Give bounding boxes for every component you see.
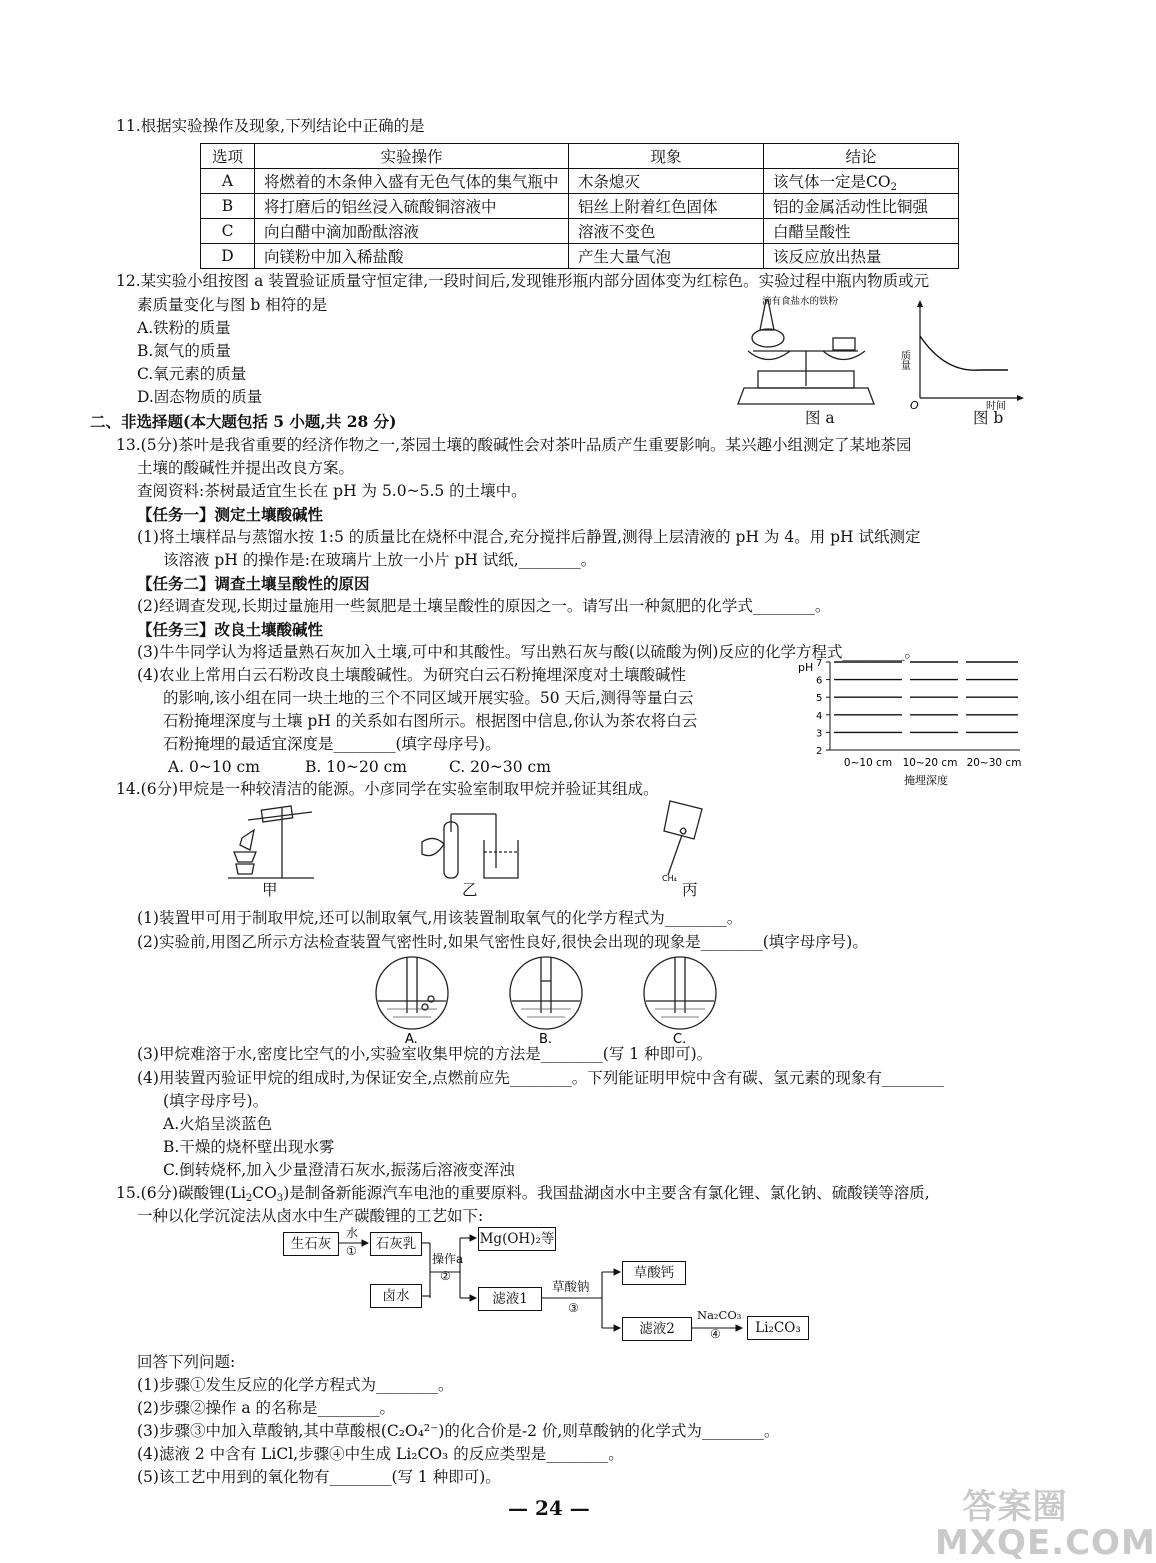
q13-task2: 【任务二】调查土壤呈酸性的原因 [137, 574, 370, 593]
q13-p4b: 的影响,该小组在同一块土地的三个不同区域开展实验。50 天后,测得等量白云 [163, 689, 694, 707]
q14-p4a: (4)用装置丙验证甲烷的组成时,为保证安全,点燃前应先________。下列能证明甲烷中含有碳、氢元素的现象有________ [137, 1069, 944, 1087]
balance-figure [738, 296, 888, 426]
beaker-label-b: B. [539, 1032, 553, 1047]
table-cell: 白醋呈酸性 [764, 219, 959, 244]
q13-opt-a: A. 0~10 cm [168, 758, 260, 776]
fig-b-xlabel: 时间 [986, 401, 1006, 412]
q13-opt-c: C. 20~30 cm [449, 758, 551, 776]
chart-y-tick: 3 [816, 728, 823, 740]
watermark: 答案圈 MXQE.COM [935, 1487, 1156, 1563]
table-cell: 产生大量气泡 [569, 244, 764, 269]
fig-b-ylabel: 质量 [898, 350, 910, 370]
beaker-options [375, 955, 705, 1050]
q13-p2: (2)经调查发现,长期过量施用一些氮肥是土壤呈酸性的原因之一。请写出一种氮肥的化学式________。 [137, 597, 831, 615]
page-number: — 24 — [508, 1496, 590, 1520]
chart-x-tick: 0~10 cm [843, 757, 893, 769]
section-title: 二、非选择题(本大题包括 5 小题,共 28 分) [90, 412, 397, 431]
q15-l1b: CO [252, 1184, 277, 1202]
q15-p5: (5)该工艺中用到的氧化物有________(写 1 种即可)。 [137, 1468, 501, 1486]
q14-opt-a: A.火焰呈淡蓝色 [163, 1115, 273, 1133]
flow-step2: ② [440, 1269, 451, 1283]
q11-stem: 11.根据实验操作及现象,下列结论中正确的是 [116, 117, 425, 135]
apparatus-jia [222, 800, 322, 882]
cell-text: 该气体一定是CO [773, 172, 891, 191]
table-row [201, 244, 959, 269]
ch4-label: CH₄ [662, 874, 677, 883]
fig-a-note: 滴有食盐水的铁粉 [762, 296, 839, 307]
beaker-label-c: C. [673, 1032, 687, 1047]
q14-p1: (1)装置甲可用于制取甲烷,还可以制取氧气,用该装置制取氧气的化学方程式为________。 [137, 909, 743, 927]
table-row [201, 219, 959, 244]
q15-l1c: )是制备新能源汽车电池的重要原料。我国盐湖卤水中主要含有氯化锂、氯化钠、硫酸镁等溶质, [283, 1184, 930, 1202]
flow-quicklime: 生石灰 [283, 1232, 339, 1256]
table-header: 结论 [764, 144, 959, 169]
apparatus-yi [418, 800, 528, 882]
table-cell: C [201, 219, 255, 244]
q13-line2: 土壤的酸碱性并提出改良方案。 [137, 459, 355, 477]
flow-water: 水 [346, 1226, 359, 1240]
q12-stem-line2: 素质量变化与图 b 相符的是 [137, 296, 328, 314]
table-cell: 向白醋中滴加酚酞溶液 [255, 219, 569, 244]
flow-ca-oxalate: 草酸钙 [622, 1261, 686, 1285]
q14-stem: 14.(6分)甲烷是一种较清洁的能源。小彦同学在实验室制取甲烷并验证其组成。 [116, 780, 659, 798]
q13-p4c: 石粉掩埋深度与土壤 pH 的关系如右图所示。根据图中信息,你认为茶农将白云 [163, 712, 698, 730]
q13-task1: 【任务一】测定土壤酸碱性 [137, 505, 324, 524]
table-row [201, 194, 959, 219]
q12-option-b: B.氮气的质量 [137, 342, 231, 360]
q14-p2: (2)实验前,用图乙所示方法检查装置气密性时,如果气密性良好,很快会出现的现象是________(填字母序号)。 [137, 933, 868, 951]
chart-y-tick: 4 [816, 710, 823, 722]
q15-l1a: 15.(6分)碳酸锂(Li [116, 1184, 246, 1202]
flow-step1: ① [346, 1244, 357, 1258]
q14-p4b: (填字母序号)。 [163, 1092, 269, 1110]
subscript: 2 [245, 1193, 253, 1204]
flow-filtrate2: 滤液2 [622, 1317, 692, 1341]
mass-time-graph [900, 298, 1030, 410]
table-cell: 铝丝上附着红色固体 [569, 194, 764, 219]
q12-option-d: D.固态物质的质量 [137, 388, 263, 406]
table-cell: 该反应放出热量 [764, 244, 959, 269]
q15-line2: 一种以化学沉淀法从卤水中生产碳酸锂的工艺如下: [137, 1207, 484, 1225]
chart-x-tick: 10~20 cm [902, 757, 958, 769]
chart-y-tick: 5 [816, 693, 823, 705]
table-header: 实验操作 [255, 144, 569, 169]
chart-ylabel: pH [798, 661, 814, 674]
q13-line1: 13.(5分)茶叶是我省重要的经济作物之一,茶园土壤的酸碱性会对茶叶品质产生重要影响。某兴趣小组测定了某地茶园 [116, 436, 912, 454]
flow-filtrate1: 滤液1 [478, 1287, 542, 1311]
table-cell: 将打磨后的铝丝浸入硫酸铜溶液中 [255, 194, 569, 219]
table-cell: 溶液不变色 [569, 219, 764, 244]
flow-na2co3: Na₂CO₃ [697, 1308, 742, 1322]
table-cell: 向镁粉中加入稀盐酸 [255, 244, 569, 269]
flow-op-a: 操作a [432, 1252, 464, 1266]
q15-p2: (2)步骤②操作 a 的名称是________。 [137, 1399, 396, 1417]
chart-xlabel: 掩埋深度 [904, 774, 948, 787]
q13-task3: 【任务三】改良土壤酸碱性 [137, 620, 324, 639]
table-cell: 铝的金属活动性比铜强 [764, 194, 959, 219]
fig-b-origin: O [910, 399, 919, 412]
q13-opt-b: B. 10~20 cm [305, 758, 407, 776]
q15-p4: (4)滤液 2 中含有 LiCl,步骤④中生成 Li₂CO₃ 的反应类型是________。 [137, 1445, 624, 1463]
flow-oxalate-na: 草酸钠 [552, 1279, 590, 1294]
label-bing: 丙 [682, 881, 698, 899]
fig-a-caption: 图 a [805, 409, 835, 427]
chart-y-tick: 6 [816, 675, 823, 687]
q13-p3: (3)牛牛同学认为将适量熟石灰加入土壤,可中和其酸性。写出熟石灰与酸(以硫酸为例)反应的化学方程式________。 [137, 643, 920, 661]
table-cell: D [201, 244, 255, 269]
q12-option-c: C.氧元素的质量 [137, 365, 247, 383]
subscript: 3 [276, 1193, 284, 1204]
flow-mgoh: Mg(OH)₂等 [478, 1227, 556, 1251]
table-header-row [201, 144, 959, 169]
table-header: 选项 [201, 144, 255, 169]
label-jia: 甲 [262, 881, 278, 899]
q13-p1b: 该溶液 pH 的操作是:在玻璃片上放一小片 pH 试纸,________。 [163, 551, 597, 569]
q13-p4d: 石粉掩埋的最适宜深度是________(填字母序号)。 [163, 735, 501, 753]
q12-option-a: A.铁粉的质量 [137, 319, 231, 337]
subscript: 2 [890, 181, 897, 193]
q14-opt-c: C.倒转烧杯,加入少量澄清石灰水,振荡后溶液变浑浊 [163, 1161, 515, 1179]
q11-table [200, 143, 959, 269]
q14-opt-b: B.干燥的烧杯壁出现水雾 [163, 1138, 335, 1156]
chart-y-tick: 7 [816, 658, 823, 669]
ph-depth-chart [790, 652, 1040, 792]
table-cell: A [201, 169, 255, 194]
q15-answer: 回答下列问题: [137, 1353, 236, 1371]
beaker-label-a: A. [405, 1032, 418, 1047]
table-header: 现象 [569, 144, 764, 169]
label-yi: 乙 [462, 881, 478, 899]
flow-step4: ④ [710, 1327, 721, 1341]
flow-step3: ③ [568, 1301, 579, 1315]
table-cell: B [201, 194, 255, 219]
apparatus-bing [640, 795, 720, 885]
q14-p3: (3)甲烷难溶于水,密度比空气的小,实验室收集甲烷的方法是________(写 1 种即可)。 [137, 1045, 713, 1063]
fig-b-caption: 图 b [973, 409, 1004, 427]
table-cell [764, 169, 959, 194]
chart-x-tick: 20~30 cm [966, 757, 1022, 769]
q12-stem-line1: 12.某实验小组按图 a 装置验证质量守恒定律,一段时间后,发现锥形瓶内部分固体变为红棕色。实验过程中瓶内物质或元 [116, 272, 930, 290]
flow-li2co3: Li₂CO₃ [747, 1316, 809, 1340]
q13-p1a: (1)将土壤样品与蒸馏水按 1:5 的质量比在烧杯中混合,充分搅拌后静置,测得上层清液的 pH 为 4。用 pH 试纸测定 [137, 528, 921, 546]
flow-limemilk: 石灰乳 [370, 1232, 422, 1256]
q13-line3: 查阅资料:茶树最适宜生长在 pH 为 5.0~5.5 的土壤中。 [137, 482, 527, 500]
q15-line1 [116, 1185, 930, 1205]
q15-p1: (1)步骤①发生反应的化学方程式为________。 [137, 1376, 454, 1394]
q15-p3: (3)步骤③中加入草酸钠,其中草酸根(C₂O₄²⁻)的化合价是-2 价,则草酸钠的化学式为________。 [137, 1422, 780, 1440]
flow-brine: 卤水 [370, 1284, 422, 1308]
table-cell: 木条熄灭 [569, 169, 764, 194]
table-cell: 将燃着的木条伸入盛有无色气体的集气瓶中 [255, 169, 569, 194]
chart-y-tick: 2 [816, 746, 823, 757]
table-row [201, 169, 959, 194]
mass-curve [920, 336, 1008, 370]
q13-p4a: (4)农业上常用白云石粉改良土壤酸碱性。为研究白云石粉掩埋深度对土壤酸碱性 [137, 666, 686, 684]
